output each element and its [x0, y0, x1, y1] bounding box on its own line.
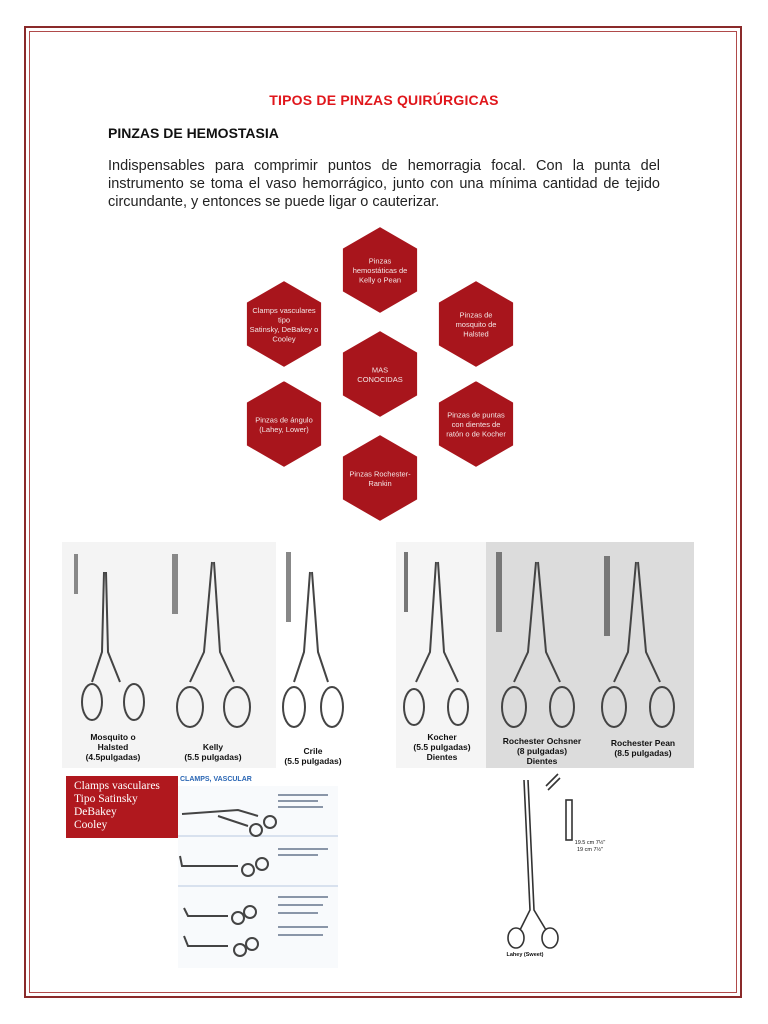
lahey-size-label: 19.5 cm 7½" 19 cm 7½": [574, 840, 606, 853]
caption-crile: Crile (5.5 pulgadas): [284, 746, 342, 766]
hex-3-label: Pinzas de puntas: [447, 410, 505, 420]
hex-4-label: Pinzas Rochester-: [349, 469, 411, 479]
hex-center-label: CONOCIDAS: [357, 374, 403, 384]
caption-rochester-pean: Rochester Pean (8.5 pulgadas): [610, 738, 676, 758]
lahey-forceps-illustration: [494, 770, 604, 955]
hex-1-label: hemostáticas de: [352, 266, 408, 275]
hex-1-label: Kelly o Pean: [358, 275, 402, 285]
hex-6-label: Satinsky, DeBakey o: [249, 324, 319, 334]
caption-kocher: Kocher (5.5 pulgadas) Dientes: [413, 732, 471, 762]
hex-2-label: mosquito de: [455, 320, 497, 329]
document-title: TIPOS DE PINZAS QUIRÚRGICAS: [269, 92, 499, 108]
hex-center-label: MAS: [371, 365, 389, 375]
hex-1-label: Pinzas: [368, 256, 392, 266]
catalog-header: CLAMPS, VASCULAR: [180, 776, 252, 783]
caption-rochester-ochsner: Rochester Ochsner (8 pulgadas) Dientes: [502, 736, 582, 766]
hex-5-label: (Lahey, Lower): [259, 424, 309, 434]
hex-2-label: Pinzas de: [459, 310, 493, 320]
hexagon-diagram: [230, 220, 530, 525]
hex-2-label: Halsted: [463, 329, 489, 339]
hex-4-label: Rankin: [368, 478, 392, 488]
caption-mosquito: Mosquito o Halsted (4.5pulgadas): [85, 732, 141, 762]
hex-6-label: Cooley: [272, 334, 296, 344]
body-paragraph: Indispensables para comprimir puntos de hemorragia focal. Con la punta del instrumento se toma el vaso hemorrágico, junto con una mínima cantidad de tejido circundante, y entonces se puede ligar o cauterizar.: [108, 158, 660, 210]
vascular-clamps-catalog: [178, 786, 338, 968]
hex-5-label: Pinzas de ángulo: [255, 415, 313, 425]
caption-kelly: Kelly (5.5 pulgadas): [184, 742, 242, 762]
hex-3-label: con dientes de: [451, 420, 501, 429]
lahey-caption: Lahey (Sweet): [506, 952, 544, 958]
section-heading: PINZAS DE HEMOSTASIA: [108, 125, 279, 141]
hex-6-label: Clamps vasculares: [252, 305, 316, 315]
clamps-label-box: Clamps vasculares Tipo Satinsky DeBakey Cooley: [66, 776, 178, 838]
hex-3-label: ratón o de Kocher: [446, 429, 506, 439]
hex-6-label: tipo: [277, 315, 291, 325]
